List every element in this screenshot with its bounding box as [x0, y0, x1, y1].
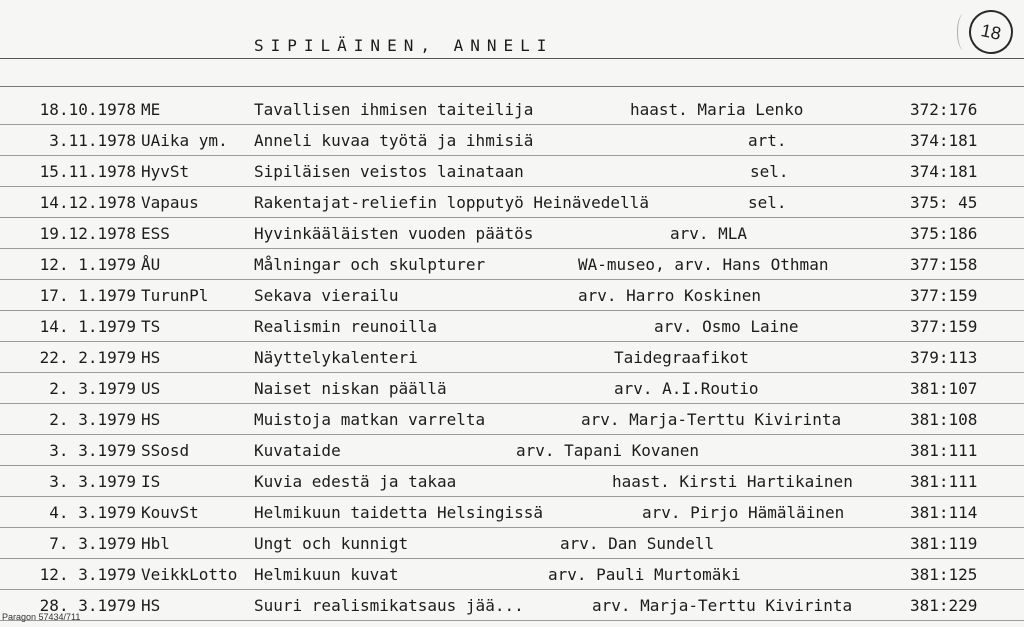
entry-date: 19.12.1978: [39, 224, 136, 243]
entry-source: ÅU: [141, 255, 161, 274]
entry-author: arv. A.I.Routio: [614, 379, 759, 398]
entry-ref: 381:111: [910, 472, 978, 491]
entry-title: Ungt och kunnigt: [254, 534, 409, 553]
entry-source: SSosd: [141, 441, 190, 460]
entry-date: 18.10.1978: [39, 100, 136, 119]
entry-author: haast. Maria Lenko: [630, 100, 804, 119]
entry-author: arv. Pauli Murtomäki: [548, 565, 741, 584]
entry-source: HyvSt: [141, 162, 190, 181]
entry-author: haast. Kirsti Hartikainen: [612, 472, 853, 491]
entry-source: ME: [141, 100, 161, 119]
entry-source: VeikkLotto: [141, 565, 238, 584]
entry-ref: 377:159: [910, 286, 978, 305]
entry-ref: 377:158: [910, 255, 978, 274]
entry-date: 14. 1.1979: [39, 317, 136, 336]
table-row: [0, 373, 1024, 404]
entry-source: HS: [141, 596, 161, 615]
entry-ref: 381:107: [910, 379, 978, 398]
entry-title: Sipiläisen veistos lainataan: [254, 162, 524, 181]
table-row: [0, 249, 1024, 280]
card-title: SIPILÄINEN, ANNELI: [254, 36, 554, 55]
entry-ref: 381:111: [910, 441, 978, 460]
entry-ref: 381:229: [910, 596, 978, 615]
entry-source: Vapaus: [141, 193, 199, 212]
entry-ref: 381:114: [910, 503, 978, 522]
entry-author: arv. MLA: [670, 224, 748, 243]
table-row: [0, 466, 1024, 497]
entry-date: 17. 1.1979: [39, 286, 136, 305]
entry-title: Naiset niskan päällä: [254, 379, 447, 398]
entry-date: 12. 3.1979: [39, 565, 136, 584]
entry-ref: 374:181: [910, 162, 978, 181]
entry-title: Hyvinkääläisten vuoden päätös: [254, 224, 534, 243]
entry-date: 14.12.1978: [39, 193, 136, 212]
table-row: [0, 559, 1024, 590]
entry-ref: 377:159: [910, 317, 978, 336]
table-row: [0, 404, 1024, 435]
table-row: [0, 528, 1024, 559]
entry-title: Målningar och skulpturer: [254, 255, 486, 274]
table-row: [0, 590, 1024, 621]
entry-author: sel.: [750, 162, 789, 181]
table-row: [0, 187, 1024, 218]
entry-title: Kuvataide: [254, 441, 341, 460]
entry-title: Sekava vierailu: [254, 286, 399, 305]
entry-title: Realismin reunoilla: [254, 317, 438, 336]
entry-source: HS: [141, 348, 161, 367]
entry-author: arv. Marja-Terttu Kivirinta: [592, 596, 853, 615]
entry-list: [0, 94, 1024, 621]
entry-author: arv. Dan Sundell: [560, 534, 715, 553]
entry-author: WA-museo, arv. Hans Othman: [578, 255, 829, 274]
entry-title: Suuri realismikatsaus jää...: [254, 596, 524, 615]
table-row: [0, 435, 1024, 466]
entry-source: KouvSt: [141, 503, 199, 522]
printer-mark: Paragon 57434/711: [2, 612, 81, 622]
entry-author: arv. Tapani Kovanen: [516, 441, 700, 460]
entry-source: IS: [141, 472, 161, 491]
entry-ref: 381:125: [910, 565, 978, 584]
entry-date: 2. 3.1979: [49, 379, 136, 398]
table-row: [0, 156, 1024, 187]
entry-title: Muistoja matkan varrelta: [254, 410, 486, 429]
header-rule-lower: [0, 86, 1024, 87]
entry-title: Tavallisen ihmisen taiteilija: [254, 100, 534, 119]
entry-title: Helmikuun kuvat: [254, 565, 399, 584]
page-number-circle: 18: [965, 6, 1017, 58]
table-row: [0, 497, 1024, 528]
entry-title: Kuvia edestä ja takaa: [254, 472, 457, 491]
entry-title: Anneli kuvaa työtä ja ihmisiä: [254, 131, 534, 150]
entry-ref: 372:176: [910, 100, 978, 119]
table-row: [0, 94, 1024, 125]
entry-author: arv. Harro Koskinen: [578, 286, 762, 305]
entry-source: UAika ym.: [141, 131, 228, 150]
entry-title: Helmikuun taidetta Helsingissä: [254, 503, 543, 522]
entry-date: 7. 3.1979: [49, 534, 136, 553]
entry-date: 22. 2.1979: [39, 348, 136, 367]
entry-title: Näyttelykalenteri: [254, 348, 418, 367]
entry-date: 4. 3.1979: [49, 503, 136, 522]
entry-author: arv. Pirjo Hämäläinen: [642, 503, 845, 522]
entry-ref: 374:181: [910, 131, 978, 150]
entry-ref: 375: 45: [910, 193, 978, 212]
entry-date: 3. 3.1979: [49, 441, 136, 460]
entry-source: ESS: [141, 224, 170, 243]
entry-date: 3. 3.1979: [49, 472, 136, 491]
entry-date: 28. 3.1979: [39, 596, 136, 615]
entry-date: 12. 1.1979: [39, 255, 136, 274]
table-row: [0, 280, 1024, 311]
entry-source: TurunPl: [141, 286, 209, 305]
entry-ref: 381:119: [910, 534, 978, 553]
entry-title: Rakentajat-reliefin lopputyö Heinävedellä: [254, 193, 649, 212]
entry-source: TS: [141, 317, 161, 336]
entry-ref: 381:108: [910, 410, 978, 429]
entry-ref: 375:186: [910, 224, 978, 243]
entry-author: arv. Marja-Terttu Kivirinta: [581, 410, 842, 429]
entry-author: arv. Osmo Laine: [654, 317, 799, 336]
entry-date: 15.11.1978: [39, 162, 136, 181]
entry-date: 2. 3.1979: [49, 410, 136, 429]
table-row: [0, 125, 1024, 156]
table-row: [0, 218, 1024, 249]
table-row: [0, 311, 1024, 342]
entry-source: Hbl: [141, 534, 170, 553]
entry-source: HS: [141, 410, 161, 429]
header-rule: [0, 58, 1024, 59]
table-row: [0, 342, 1024, 373]
entry-source: US: [141, 379, 161, 398]
entry-author: art.: [748, 131, 787, 150]
entry-date: 3.11.1978: [49, 131, 136, 150]
entry-ref: 379:113: [910, 348, 978, 367]
entry-author: sel.: [748, 193, 787, 212]
entry-author: Taidegraafikot: [614, 348, 749, 367]
